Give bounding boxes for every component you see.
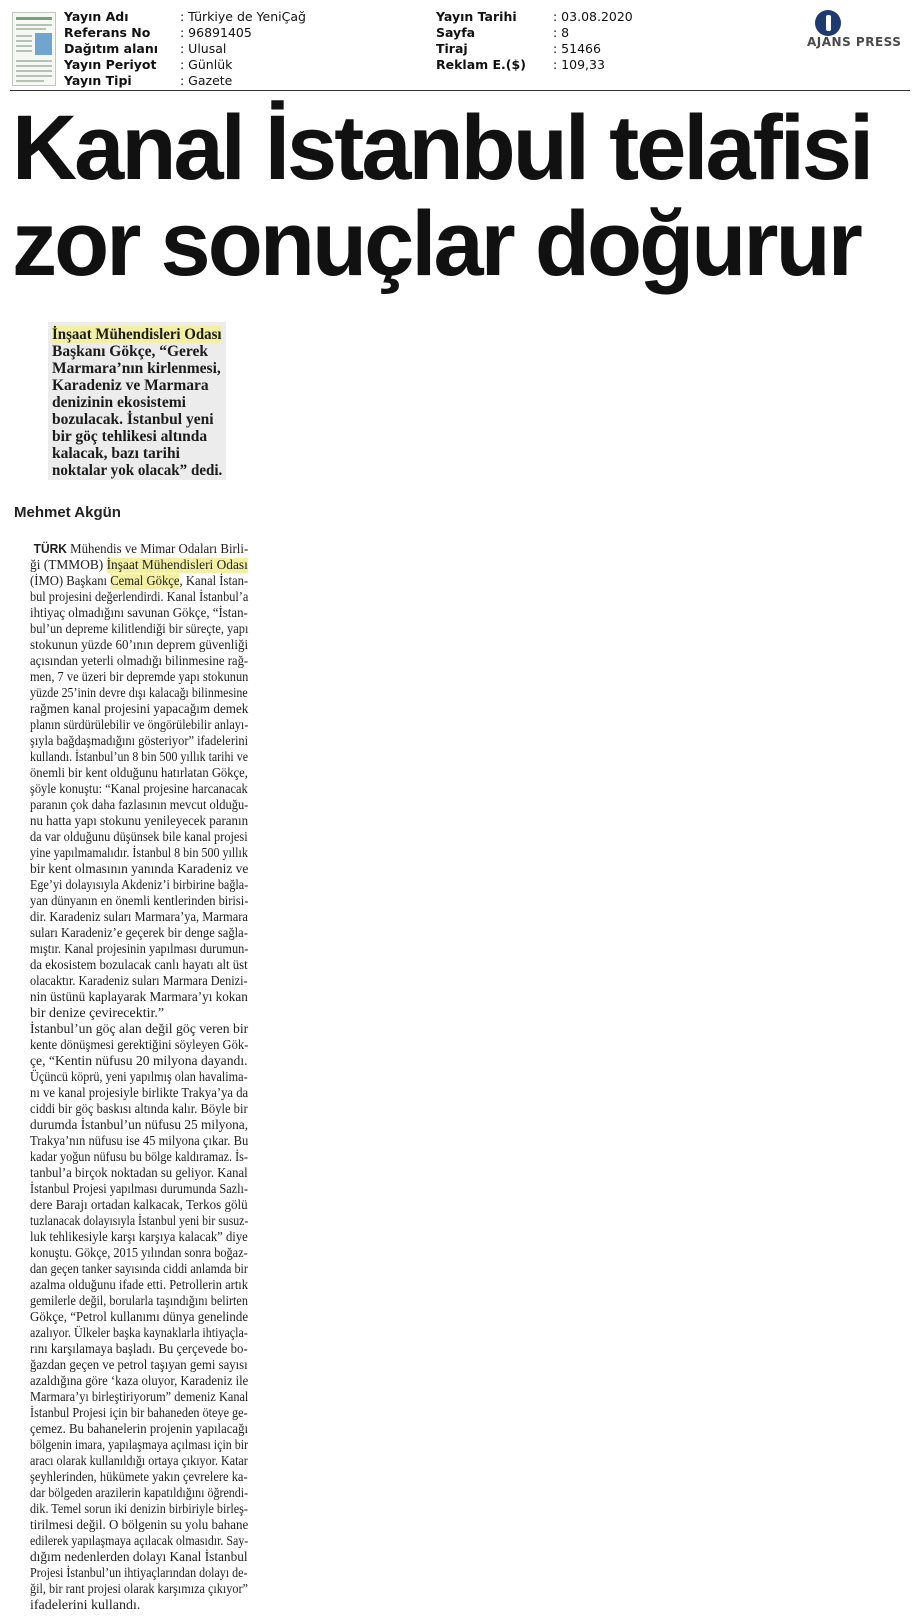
article-line: kente dönüşmesi gerektiğini söyleyen Gök- — [30, 1038, 249, 1053]
pull-quote-line: Karadeniz ve Marmara — [52, 377, 209, 394]
article-line: Üçüncü köprü, yeni yapılmış olan havalima- — [30, 1070, 248, 1085]
meta-label: Sayfa — [436, 25, 476, 40]
pull-quote-line: Marmara’nın kirlenmesi, — [52, 360, 221, 377]
page-thumbnail[interactable] — [12, 12, 56, 86]
ajans-press-logo — [807, 10, 910, 50]
article-line: kullandı. İstanbul’un 8 bin 500 yıllık tarihi ve — [30, 750, 248, 765]
thumbnail-line — [16, 50, 32, 52]
article-body — [30, 541, 249, 1614]
pull-quote-line: bozulacak. İstanbul yeni — [52, 411, 214, 428]
meta-value: : 51466 — [553, 41, 601, 56]
meta-label: Yayın Tarihi — [436, 9, 517, 24]
article-line: kadar yoğun nüfusu bu bölge kaldıramaz. İs- — [30, 1150, 248, 1165]
header-divider — [10, 90, 910, 91]
article-line: önemli bir kent olduğunu hatırlatan Gökçe, — [30, 766, 248, 781]
meta-value: : 109,33 — [553, 57, 605, 72]
article-line: aracı olarak kullanıldığı ortaya çıkıyor. Katar — [30, 1454, 248, 1469]
thumbnail-line — [16, 35, 32, 37]
article-line: yüzde 25’inin devre dışı kalacağı bilinmesine — [30, 686, 248, 701]
article-line: men, 7 ve üzeri bir depremde yapı stokunun — [30, 670, 249, 685]
article-line: mıştır. Kanal projesinin yapılması durumun- — [30, 942, 249, 957]
article-highlight: İnşaat Mühendisleri Odası — [106, 558, 248, 573]
article-highlight: Cemal Gökçe — [110, 574, 180, 589]
article-line: dere Barajı ortadan kalkacak, Terkos gölü — [30, 1198, 248, 1213]
thumbnail-line — [16, 75, 52, 77]
article-text: Mühendis ve Mimar Odaları Birli- — [66, 542, 249, 557]
article-line: dığım nedenlerden dolayı Kanal İstanbul — [30, 1550, 248, 1565]
article-line — [30, 558, 248, 574]
article-line: gemilerle değil, borularla taşındığını belirten — [30, 1294, 248, 1309]
article-line: yan dünyanın en önemli kentlerinden birisi- — [30, 894, 249, 909]
article-line: azalıyor. Ülkeler başka kaynaklarla ihtiyaçla- — [30, 1326, 248, 1341]
article-line: ifadelerini kullandı. — [30, 1598, 141, 1613]
article-line: paranın çok daha fazlasının mevcut olduğu- — [30, 798, 249, 813]
article-text: , Kanal İstan- — [179, 574, 249, 589]
pull-quote-line: kalacak, bazı tarihi — [52, 445, 180, 462]
article-line: nin üstünü kaplayarak Marmara’yı kokan — [30, 990, 248, 1005]
meta-value: : 8 — [553, 25, 570, 40]
article-line: ciddi bir göç baskısı altında kalır. Böyle bir — [30, 1102, 248, 1117]
article-line: rağmen kanal projesini yapacağım demek — [30, 702, 249, 717]
meta-value: : 03.08.2020 — [553, 9, 633, 24]
thumbnail-photo — [35, 33, 52, 55]
article-line: edilerek yapılaşmaya açılacak olmasıdır. Say- — [30, 1534, 249, 1549]
pull-quote-highlight: İnşaat Mühendisleri Odası — [52, 326, 222, 343]
thumbnail-line — [16, 65, 52, 67]
meta-value: : 96891405 — [180, 25, 252, 40]
thumbnail-line — [16, 24, 52, 26]
article-line: çemez. Bu bahanelerin projenin yapılacağı — [30, 1422, 249, 1437]
article-line: durumda İstanbul’un nüfusu 25 milyona, — [30, 1118, 249, 1133]
article-line: İstanbul’un göç alan değil göç veren bir — [30, 1022, 249, 1037]
article-line: suları Karadeniz’e geçerek bir denge sağla- — [30, 926, 248, 941]
article-line: Gökçe, “Petrol kullanımı dünya genelinde — [30, 1310, 249, 1325]
article-line: konuştu. Gökçe, 2015 yılından sonra boğaz- — [30, 1246, 248, 1261]
meta-label: Yayın Tipi — [64, 73, 132, 88]
article-line: ğazdan geçen ve petrol taşıyan gemi sayısı — [30, 1358, 248, 1373]
meta-value: : Türkiye de YeniÇağ — [180, 9, 306, 24]
thumbnail-line — [16, 28, 46, 30]
ajans-press-logo-icon — [815, 10, 841, 36]
pull-quote-line: bir göç tehlikesi altında — [52, 428, 208, 445]
article-text: ği (TMMOB) — [30, 558, 107, 573]
article-line: stokunun yüzde 60’ının deprem güvenliği — [30, 638, 249, 653]
thumbnail-line — [16, 45, 32, 47]
article-line: açısından yeterli olmadığı bilinmesine rağ- — [30, 654, 249, 669]
article-line — [30, 574, 249, 590]
meta-value: : Günlük — [180, 57, 233, 72]
article-line: azalma olduğunu ifade etti. Petrollerin artık — [30, 1278, 249, 1293]
article-line: İstanbul Projesi yapılması durumunda Sazlı- — [30, 1182, 249, 1197]
article-text: (İMO) Başkanı — [30, 574, 111, 589]
article-line: bir denize çevirecektir.” — [30, 1006, 165, 1021]
article-line: Projesi İstanbul’un ihtiyaçlarından dolayı de- — [30, 1566, 248, 1581]
article-line: şöyle konuştu: “Kanal projesine harcanacak — [30, 782, 248, 797]
meta-label: Reklam E.($) — [436, 57, 526, 72]
article-line: da ekosistem bozulacak canlı hayatı alt üst — [30, 958, 248, 973]
article-lead: TÜRK — [33, 541, 67, 556]
article-line: bir kent olmasının yanında Karadeniz ve — [30, 862, 249, 877]
article-line: şeyhlerinden, hükümete yakın çevrelere ka- — [30, 1470, 248, 1485]
article-line: dir. Karadeniz suları Marmara’ya, Marmara — [30, 910, 248, 925]
pull-quote — [48, 322, 226, 480]
logo-text: AJANS PRESS — [807, 35, 902, 49]
thumbnail-line — [16, 40, 32, 42]
article-line: dik. Temel sorun iki denizin birbiriyle birleş- — [30, 1502, 248, 1517]
article-line: ihtiyaç olmadığını savunan Gökçe, “İstan- — [30, 606, 248, 621]
clipping-header — [0, 0, 920, 92]
article-line: bölgenin imara, yapılaşmaya açılması için bir — [30, 1438, 249, 1453]
meta-label: Dağıtım alanı — [64, 41, 159, 56]
headline-line-1: Kanal İstanbul telafisi — [12, 97, 872, 199]
article-headline — [12, 97, 912, 295]
pull-quote-line — [52, 326, 222, 343]
article-line: bul projesini değerlendirdi. Kanal İstanbul’a — [30, 590, 249, 605]
article-line: ğil, bir rant projesi olarak karşımıza çıkıyor” — [30, 1582, 248, 1597]
article-line: çe, “Kentin nüfusu 20 milyona dayandı. — [30, 1054, 248, 1069]
article-line: Marmara’yı birleştiriyorum” demeniz Kanal — [30, 1390, 249, 1405]
meta-label: Yayın Adı — [64, 9, 129, 24]
thumbnail-line — [16, 80, 44, 82]
article-line: azaldığına göre ‘kaza oluyor, Karadeniz ile — [30, 1374, 249, 1389]
article-line: şıyla bağdaşmadığını gösteriyor” ifadelerini — [30, 734, 249, 749]
author-byline: Mehmet Akgün — [14, 504, 121, 521]
article-line: olacaktır. Karadeniz suları Marmara Denizi- — [30, 974, 248, 989]
article-line: bul’un depreme kilitlendiği bir süreçte, yapı — [30, 622, 249, 637]
article-line: tirilmesi değil. O bölgenin su yolu bahane — [30, 1518, 249, 1533]
article-line: rını karşılamaya başladı. Bu çerçevede bo- — [30, 1342, 248, 1357]
article-line: planın sürdürülebilir ve öngörülebilir anlayı- — [30, 718, 249, 733]
pull-quote-line: Başkanı Gökçe, “Gerek — [52, 343, 209, 360]
article-line: Ege’yi dolayısıyla Akdeniz’i birbirine bağla- — [30, 878, 249, 893]
thumbnail-line — [16, 70, 52, 72]
article-line: yine yapılmamalıdır. İstanbul 8 bin 500 yıllık — [30, 846, 248, 861]
article-line — [30, 541, 249, 558]
meta-label: Tiraj — [436, 41, 468, 56]
article-line: luk tehlikesiyle karşı karşıya kalacak” diye — [30, 1230, 248, 1245]
meta-value: : Ulusal — [180, 41, 227, 56]
pull-quote-line: noktalar yok olacak” dedi. — [52, 462, 223, 479]
article-line: dan geçen tanker sayısında ciddi anlamda bir — [30, 1262, 248, 1277]
headline-line-2: zor sonuçlar doğurur — [12, 193, 860, 295]
article-line: tuzlanacak dolayısıyla İstanbul yeni bir susuz- — [30, 1214, 249, 1229]
meta-value: : Gazete — [180, 73, 233, 88]
article-line: tanbul’a birçok noktadan su geliyor. Kanal — [30, 1166, 248, 1181]
article-line: da var olduğunu düşünsek bile kanal projesi — [30, 830, 248, 845]
thumbnail-masthead — [16, 17, 52, 20]
meta-label: Referans No — [64, 25, 151, 40]
thumbnail-line — [16, 60, 52, 62]
article-line: Trakya’nın nüfusu ise 45 milyona çıkar. Bu — [30, 1134, 249, 1149]
meta-label: Yayın Periyot — [64, 57, 157, 72]
article-line: dar bölgeden arazilerin kapatıldığını öğrendi- — [30, 1486, 249, 1501]
article-line: nı ve kanal projesiyle birlikte Trakya’ya da — [30, 1086, 249, 1101]
pull-quote-line: denizinin ekosistemi — [52, 394, 186, 411]
article-line: İstanbul Projesi için bir bahaneden öteye ge- — [30, 1406, 248, 1421]
article-line: nu hatta yapı stokunu yenileyecek paranın — [30, 814, 249, 829]
